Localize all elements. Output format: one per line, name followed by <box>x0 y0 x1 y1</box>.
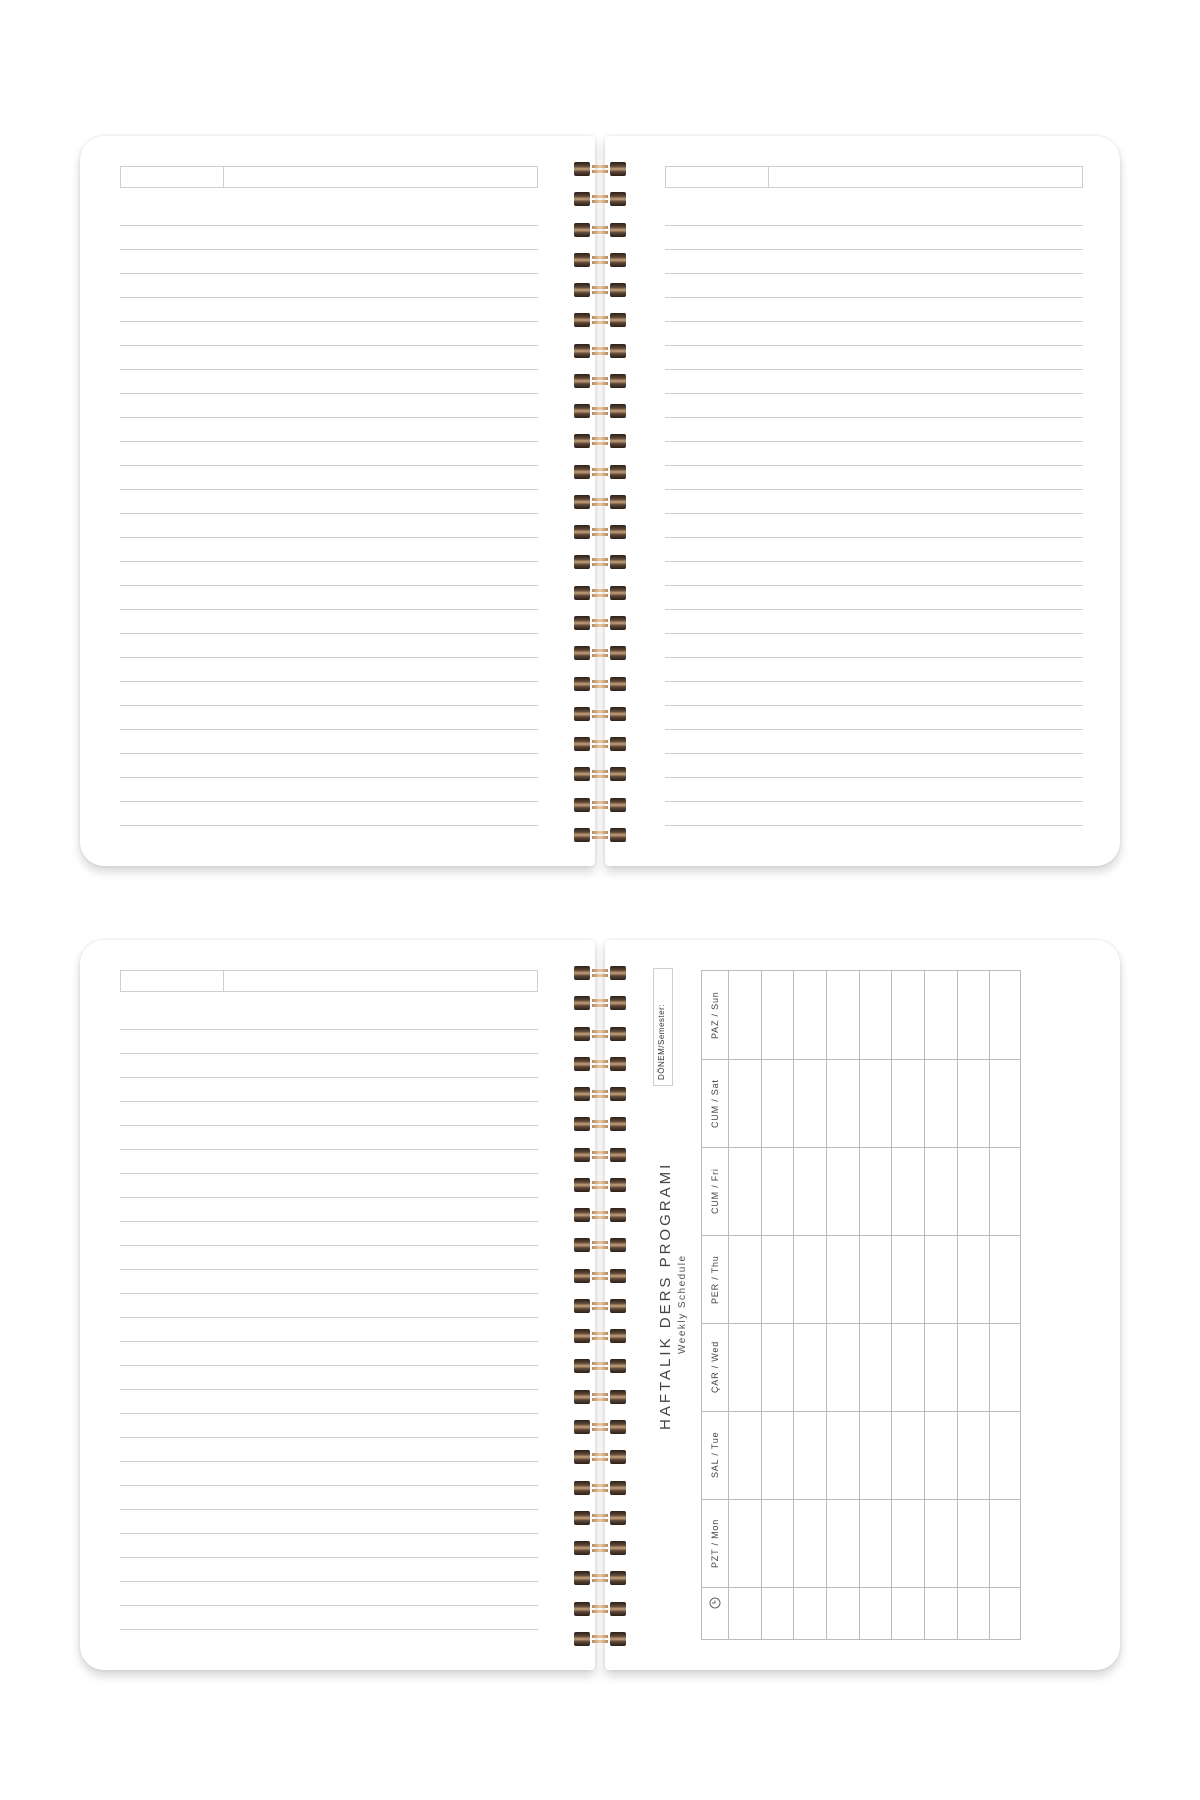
day-label: PAZ / Sun <box>710 991 720 1039</box>
grid-column-line <box>826 971 827 1639</box>
grid-column-line <box>891 971 892 1639</box>
spiral-coil <box>570 162 630 176</box>
grid-row-line <box>702 1323 1020 1324</box>
spiral-coil <box>570 646 630 660</box>
spiral-coil <box>570 253 630 267</box>
clock-icon <box>709 1597 721 1609</box>
spiral-coil <box>570 1450 630 1464</box>
schedule-grid[interactable] <box>701 970 1021 1640</box>
spiral-coil <box>570 313 630 327</box>
spiral-coil <box>570 1329 630 1343</box>
grid-column-line <box>793 971 794 1639</box>
lined-page-left <box>80 940 595 1670</box>
spiral-coil <box>570 434 630 448</box>
grid-column-line <box>859 971 860 1639</box>
spiral-coil <box>570 1632 630 1646</box>
grid-row-line <box>702 1235 1020 1236</box>
spiral-coil <box>570 1117 630 1131</box>
header-divider <box>223 167 224 187</box>
spiral-coil <box>570 1269 630 1283</box>
notebook-spread-bottom <box>80 940 1120 1670</box>
spiral-coil <box>570 525 630 539</box>
spiral-coil <box>570 767 630 781</box>
spiral-coil <box>570 1208 630 1222</box>
page-header-box[interactable] <box>665 166 1083 188</box>
spiral-coil <box>570 1087 630 1101</box>
header-divider <box>768 167 769 187</box>
header-divider <box>223 971 224 991</box>
spiral-binding <box>570 966 630 1646</box>
day-label: CUM / Sat <box>710 1078 720 1128</box>
spiral-coil <box>570 1057 630 1071</box>
grid-column-line <box>957 971 958 1639</box>
spiral-coil <box>570 344 630 358</box>
spiral-coil <box>570 495 630 509</box>
spiral-coil <box>570 404 630 418</box>
day-label: PZT / Mon <box>710 1518 720 1568</box>
grid-column-line <box>924 971 925 1639</box>
schedule-subtitle: Weekly Schedule <box>677 1254 688 1354</box>
spiral-coil <box>570 1420 630 1434</box>
spiral-coil <box>570 192 630 206</box>
lined-page-left <box>80 136 595 866</box>
spiral-coil <box>570 465 630 479</box>
spiral-coil <box>570 1299 630 1313</box>
spiral-coil <box>570 1541 630 1555</box>
spiral-coil <box>570 223 630 237</box>
spiral-coil <box>570 1359 630 1373</box>
weekly-schedule-page <box>605 940 1120 1670</box>
spiral-coil <box>570 616 630 630</box>
spiral-binding <box>570 162 630 842</box>
spiral-coil <box>570 1148 630 1162</box>
lined-page-right <box>605 136 1120 866</box>
grid-row-line <box>702 1499 1020 1500</box>
spiral-coil <box>570 283 630 297</box>
spiral-coil <box>570 1602 630 1616</box>
semester-label: DÖNEM/Semester: <box>657 1004 666 1080</box>
grid-column-line <box>761 971 762 1639</box>
grid-row-line <box>702 1587 1020 1588</box>
grid-column-line <box>728 971 729 1639</box>
spiral-coil <box>570 737 630 751</box>
schedule-title: HAFTALIK DERS PROGRAMI <box>657 1161 674 1430</box>
day-label: SAL / Tue <box>710 1431 720 1478</box>
spiral-coil <box>570 707 630 721</box>
ruled-lines <box>120 202 538 832</box>
spiral-coil <box>570 1027 630 1041</box>
notebook-spread-top <box>80 136 1120 866</box>
spiral-coil <box>570 1238 630 1252</box>
spiral-coil <box>570 586 630 600</box>
page-header-box[interactable] <box>120 166 538 188</box>
ruled-lines <box>120 1006 538 1636</box>
day-label: PER / Thu <box>710 1254 720 1304</box>
day-label: CUM / Fri <box>710 1168 720 1214</box>
spiral-coil <box>570 1511 630 1525</box>
page-header-box[interactable] <box>120 970 538 992</box>
spiral-coil <box>570 1481 630 1495</box>
spiral-coil <box>570 555 630 569</box>
grid-row-line <box>702 1059 1020 1060</box>
grid-row-line <box>702 1147 1020 1148</box>
spiral-coil <box>570 1178 630 1192</box>
grid-column-line <box>989 971 990 1639</box>
grid-row-line <box>702 1411 1020 1412</box>
spiral-coil <box>570 798 630 812</box>
spiral-coil <box>570 828 630 842</box>
spiral-coil <box>570 1571 630 1585</box>
spiral-coil <box>570 374 630 388</box>
spiral-coil <box>570 966 630 980</box>
spiral-coil <box>570 996 630 1010</box>
spiral-coil <box>570 1390 630 1404</box>
ruled-lines <box>665 202 1083 832</box>
day-label: ÇAR / Wed <box>710 1340 720 1393</box>
spiral-coil <box>570 677 630 691</box>
